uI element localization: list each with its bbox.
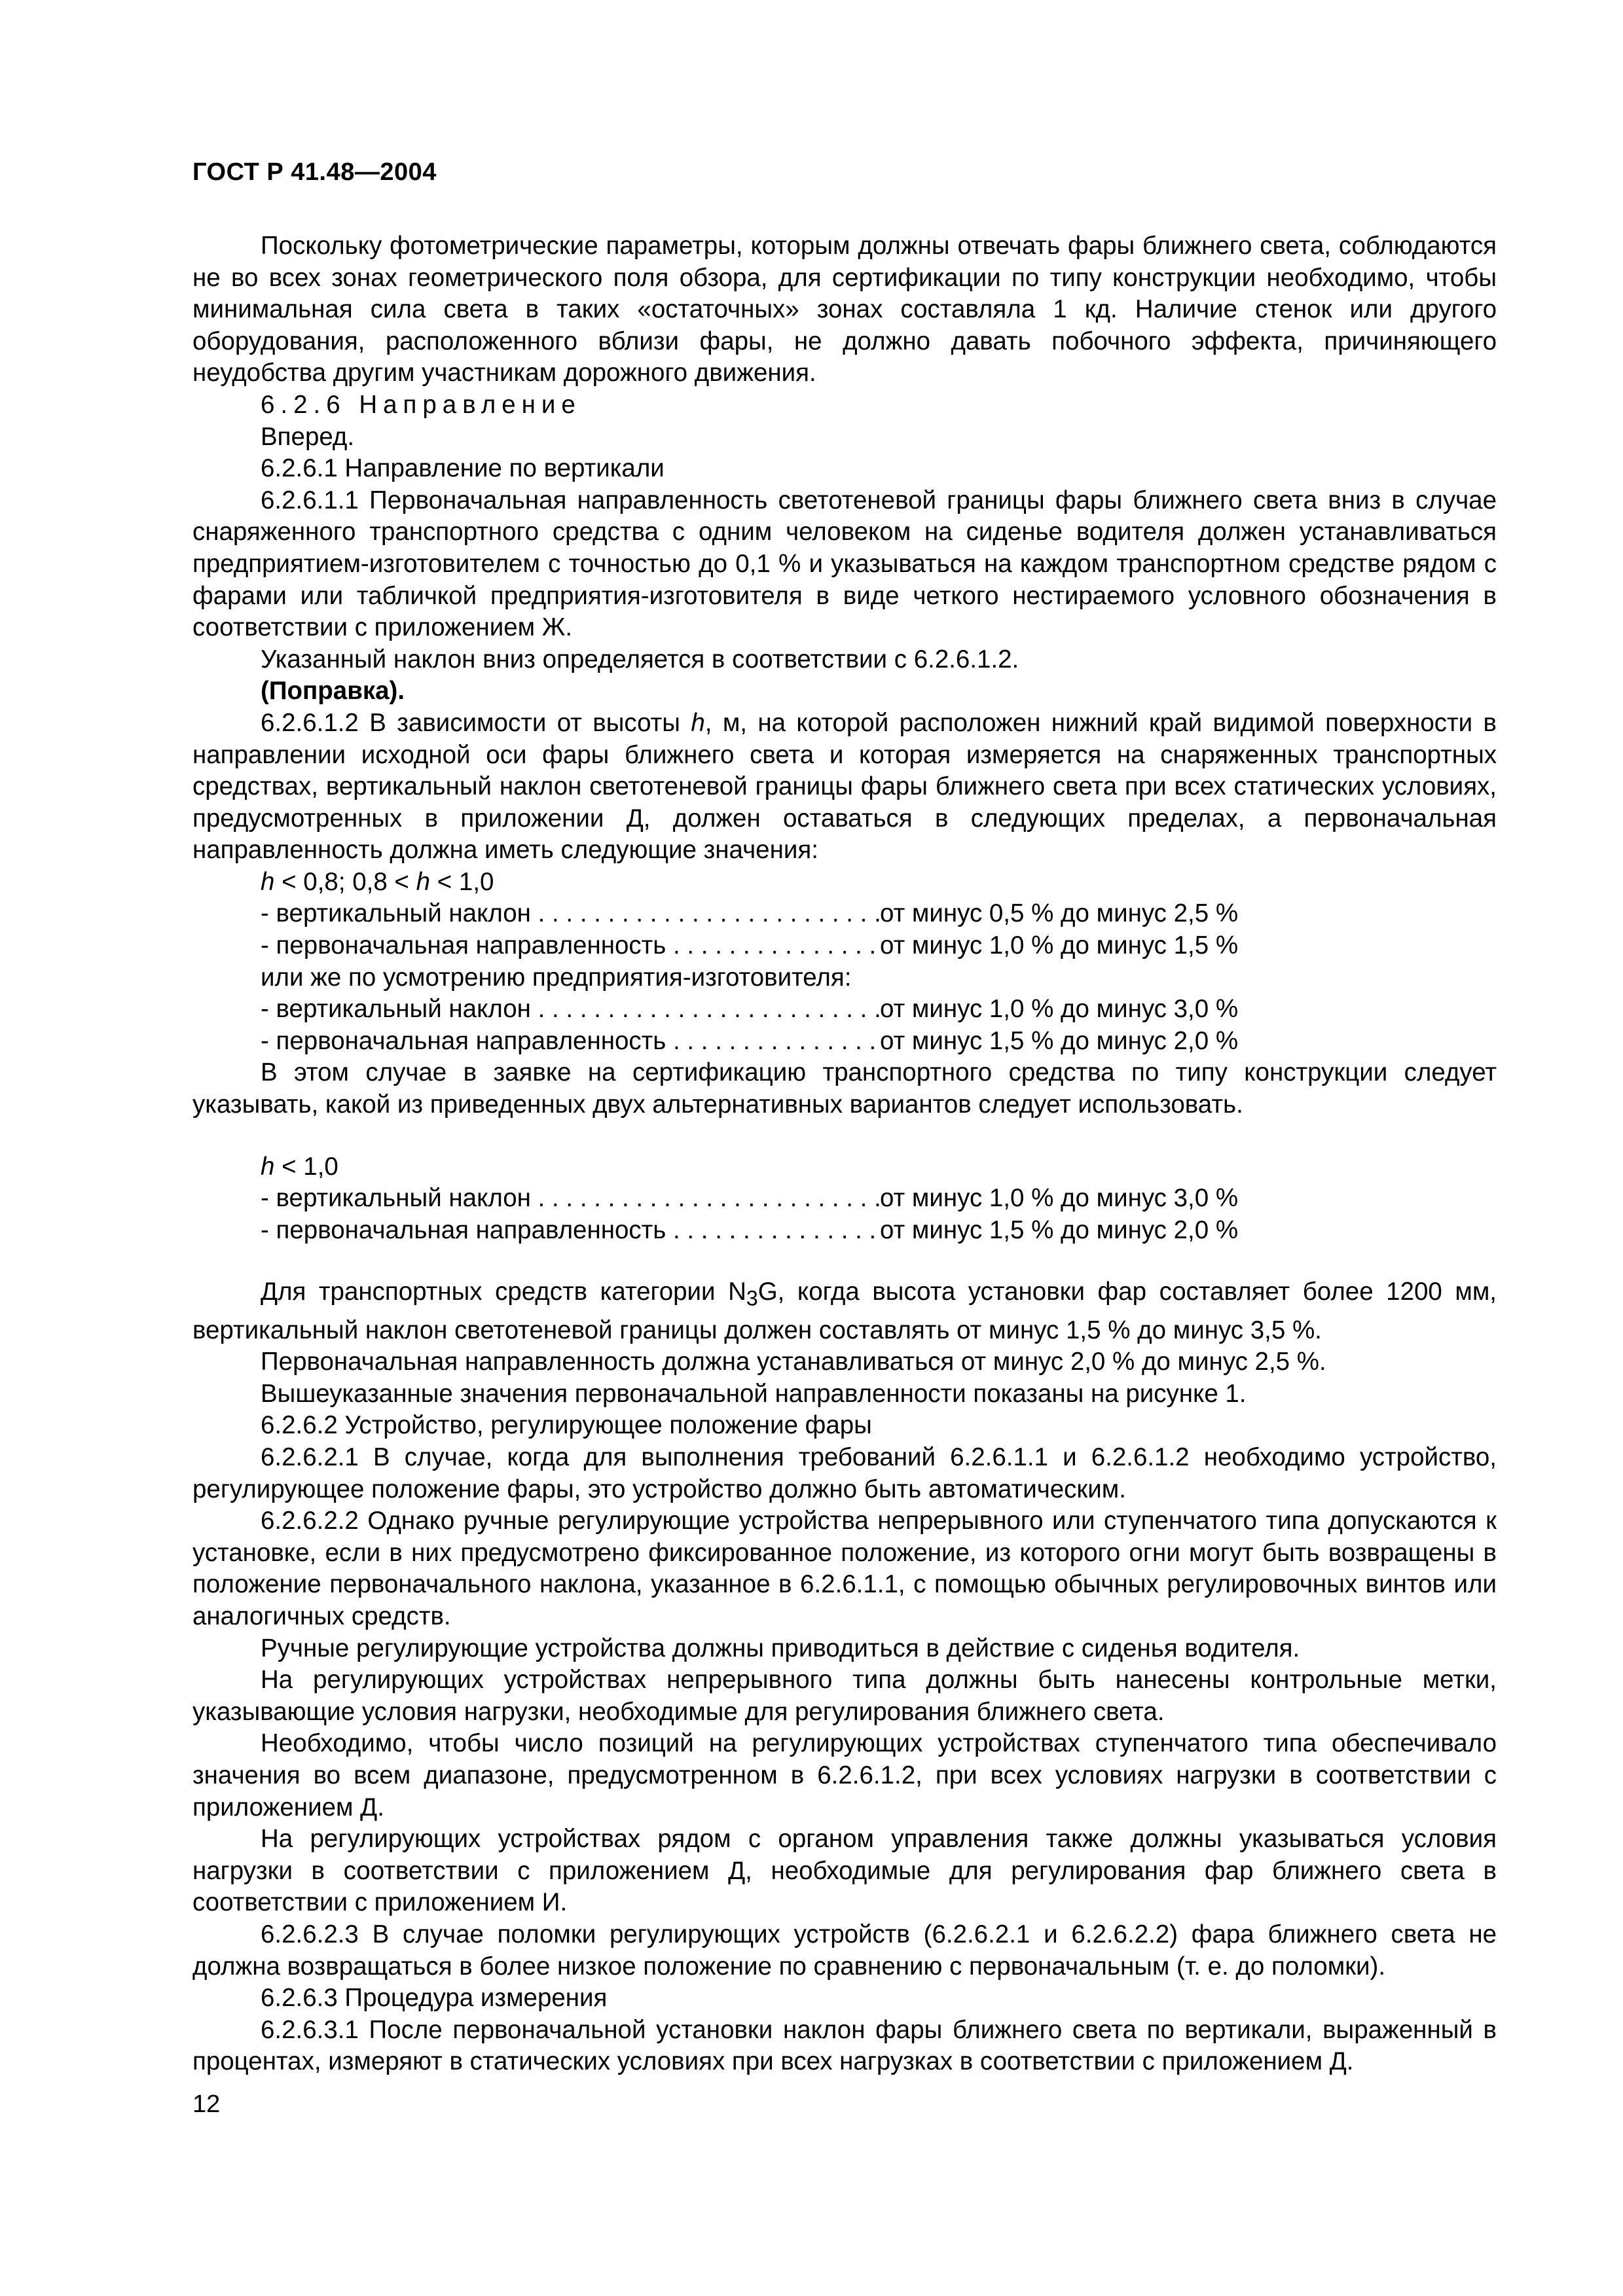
paragraph-manual-devices: Ручные регулирующие устройства должны приводиться в действие с сиденья водителя. bbox=[261, 1634, 1300, 1662]
document-body bbox=[192, 230, 1497, 2078]
page-header-standard-id: ГОСТ Р 41.48—2004 bbox=[192, 158, 437, 186]
paragraph-downward-inclination: Указанный наклон вниз определяется в соответствии с 6.2.6.1.2. bbox=[261, 645, 1019, 673]
list-item: - вертикальный наклон . . . от минус 1,0 % до минус 3,0 % bbox=[192, 994, 1497, 1026]
paragraph-6-2-6-3-1: 6.2.6.3.1 После первоначальной установки наклон фары ближнего света по вертикали, выраженный в процентах, измеряют в статических условиях при всех нагрузках в соответствии с приложением Д. bbox=[192, 2015, 1497, 2076]
list-item: - вертикальный наклон . . . от минус 1,0 % до минус 3,0 % bbox=[192, 1183, 1497, 1215]
paragraph-application-case: В этом случае в заявке на сертификацию транспортного средства по типу конструкции следует указывать, какой из приведенных двух альтернативных вариантов следует использовать. bbox=[192, 1058, 1497, 1119]
paragraph-figure-reference: Вышеуказанные значения первоначальной направленности показаны на рисунке 1. bbox=[261, 1379, 1247, 1408]
height-range-1: h < 0,8; 0,8 < h < 1,0 bbox=[261, 867, 494, 896]
paragraph-initial-direction: Первоначальная направленность должна устанавливаться от минус 2,0 % до минус 2,5 %. bbox=[261, 1348, 1326, 1376]
height-range-2: h < 1,0 bbox=[261, 1152, 338, 1181]
section-heading-6-2-6-1: 6.2.6.1 Направление по вертикали bbox=[261, 454, 665, 483]
section-heading-6-2-6-2: 6.2.6.2 Устройство, регулирующее положение фары bbox=[261, 1411, 872, 1440]
paragraph-n3g: Для транспортных средств категории $N_3G$, когда высота установки фар составляет более 1200 мм, вертикальный наклон светотеневой границы должен составлять от минус 1,5 % до минус 3,5 %. bbox=[192, 1278, 1497, 1344]
list-item: - первоначальная направленность . . . от минус 1,5 % до минус 2,0 % bbox=[192, 1215, 1497, 1247]
paragraph-manufacturer-option: или же по усмотрению предприятия-изготовителя: bbox=[261, 963, 852, 992]
amendment-note: (Поправка). bbox=[261, 677, 405, 706]
section-heading-6-2-6-3: 6.2.6.3 Процедура измерения bbox=[261, 1984, 608, 2013]
paragraph-6-2-6-1-1: 6.2.6.1.1 Первоначальная направленность светотеневой границы фары ближнего света вниз в случае снаряженного транспортного средства с одним человеком на сиденье водителя должен устанавливаться предприятием-изготовителем с точностью до 0,1 % и указываться на каждом транспортном средстве рядом с фарами или табличкой предприятия-изготовителя в виде четкого нестираемого условного обозначения в соответствии с приложением Ж. bbox=[192, 486, 1497, 642]
paragraph-6-2-6-2-1: 6.2.6.2.1 В случае, когда для выполнения требований 6.2.6.1.1 и 6.2.6.1.2 необходимо устройство, регулирующее положение фары, это устройство должно быть автоматическим. bbox=[192, 1443, 1497, 1503]
paragraph-control-indication: На регулирующих устройствах рядом с органом управления также должны указываться условия нагрузки в соответствии с приложением Д, необходимые для регулирования фар ближнего света в соответствии с приложением И. bbox=[192, 1825, 1497, 1917]
paragraph-6-2-6-1-2: 6.2.6.1.2 В зависимости от высоты h, м, на которой расположен нижний край видимой поверхности в направлении исходной оси фары ближнего света и которая измеряется на снаряженных транспортных средствах, вертикальный наклон светотеневой границы фары ближнего света при всех статических условиях, предусмотренных в приложении Д, должен оставаться в следующих пределах, а первоначальная направленность должна иметь следующие значения: bbox=[192, 708, 1497, 865]
list-item: - первоначальная направленность . . . от минус 1,0 % до минус 1,5 % bbox=[192, 930, 1497, 962]
paragraph-6-2-6-2-3: 6.2.6.2.3 В случае поломки регулирующих устройств (6.2.6.2.1 и 6.2.6.2.2) фара ближнего света не должна возвращаться в более низкое положение по сравнению с первоначальным (т. е. до поломки). bbox=[192, 1920, 1497, 1981]
section-heading-6-2-6: 6.2.6 Направление bbox=[261, 390, 581, 419]
paragraph-photometric: Поскольку фотометрические параметры, которым должны отвечать фары ближнего света, соблюдаются не во всех зонах геометрического поля обзора, для сертификации по типу конструкции необходимо, чтобы минимальная сила света в таких «остаточных» зонах составляла 1 кд. Наличие стенок или другого оборудования, расположенного вблизи фары, не должно давать побочного эффекта, причиняющего неудобства другим участникам дорожного движения. bbox=[192, 232, 1497, 387]
paragraph-6-2-6-2-2: 6.2.6.2.2 Однако ручные регулирующие устройства непрерывного или ступенчатого типа допускаются к установке, если в них предусмотрено фиксированное положение, из которого огни могут быть возвращены в положение первоначального наклона, указанное в 6.2.6.1.1, с помощью обычных регулировочных винтов или аналогичных средств. bbox=[192, 1507, 1497, 1631]
paragraph-continuous-devices: На регулирующих устройствах непрерывного типа должны быть нанесены контрольные метки, указывающие условия нагрузки, необходимые для регулирования ближнего света. bbox=[192, 1666, 1497, 1726]
paragraph-step-positions: Необходимо, чтобы число позиций на регулирующих устройствах ступенчатого типа обеспечивало значения во всем диапазоне, предусмотренном в 6.2.6.1.2, при всех условиях нагрузки в соответствии с приложением Д. bbox=[192, 1729, 1497, 1821]
page-number: 12 bbox=[192, 2090, 221, 2118]
list-item: - первоначальная направленность . . . от минус 1,5 % до минус 2,0 % bbox=[192, 1026, 1497, 1058]
paragraph-forward: Вперед. bbox=[261, 422, 355, 451]
list-item: - вертикальный наклон . . . от минус 0,5 % до минус 2,5 % bbox=[192, 898, 1497, 930]
